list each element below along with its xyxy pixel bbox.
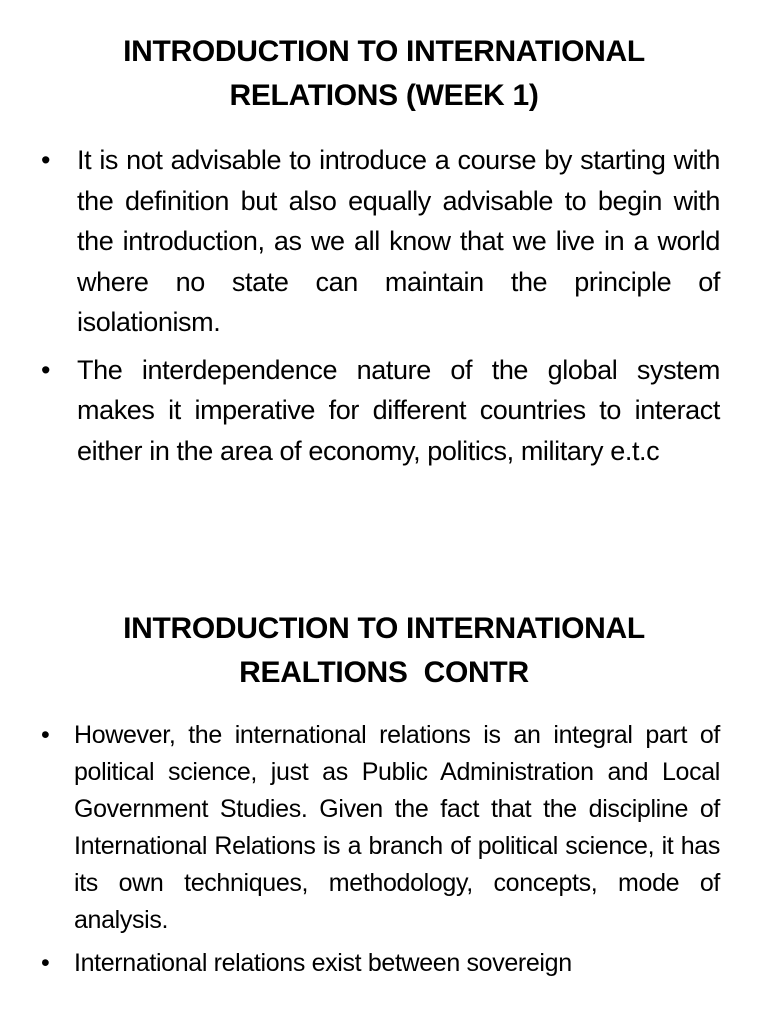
bullet-list xyxy=(0,140,768,471)
slide-title-line-1: INTRODUCTION TO INTERNATIONAL xyxy=(123,612,645,645)
bullet-icon: • xyxy=(41,145,51,175)
slide-week-1 xyxy=(0,30,768,478)
bullet-text: International relations exist between sovereign xyxy=(74,949,572,977)
bullet-text: The interdependence nature of the global system makes it imperative for different countries to interact either in the area of economy, politics, military e.t.c xyxy=(77,354,720,466)
slide-title-line-2: REALTIONS CONTR xyxy=(239,656,529,689)
bullet-icon: • xyxy=(41,949,50,977)
bullet-item xyxy=(41,140,720,343)
slide-title-line-2: RELATIONS (WEEK 1) xyxy=(229,79,539,112)
bullet-list xyxy=(0,717,768,982)
slide-continued xyxy=(0,607,768,988)
bullet-text: It is not advisable to introduce a course by starting with the definition but also equally advisable to begin with the introduction, as we all know that we live in a world where no state can maintain the principle of isolationism. xyxy=(77,145,720,337)
bullet-text: However, the international relations is an integral part of political science, just as Public Administration and Local Government Studies. Given the fact that the discipline of International Relations is a branch of political science, it has its own techniques, methodology, concepts, mode of analysis. xyxy=(74,721,720,934)
slide-title xyxy=(84,30,684,118)
bullet-item xyxy=(41,945,720,982)
slide-title xyxy=(84,607,684,695)
bullet-item xyxy=(41,717,720,939)
bullet-icon: • xyxy=(41,721,50,749)
bullet-icon: • xyxy=(41,354,51,385)
slide-title-line-1: INTRODUCTION TO INTERNATIONAL xyxy=(123,35,645,68)
bullet-item xyxy=(41,350,720,472)
